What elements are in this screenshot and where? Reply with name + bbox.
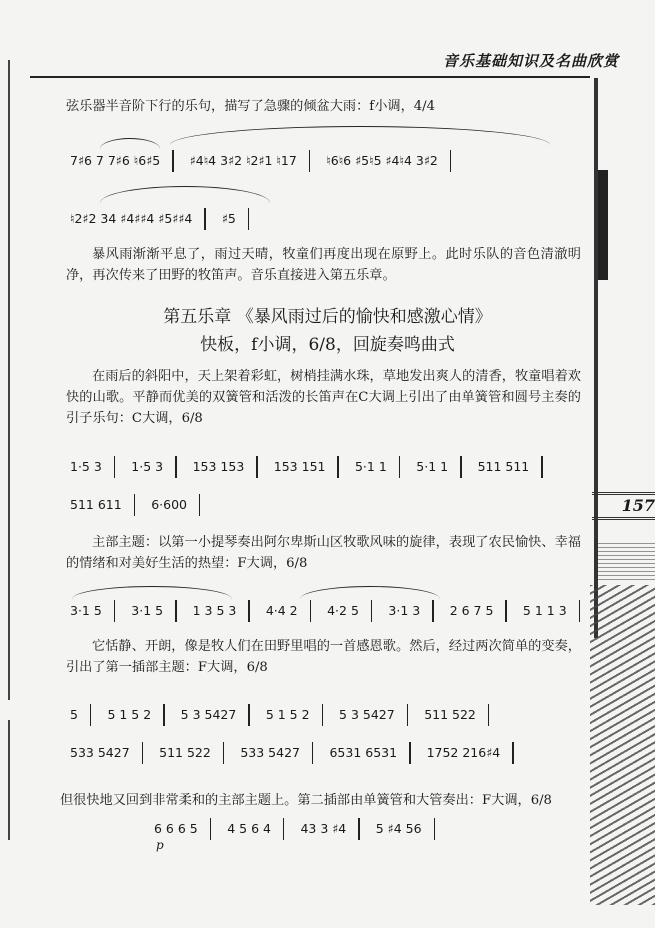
measure: 511 522 (424, 706, 476, 722)
measure: 5·1 1 (416, 458, 449, 474)
barline (199, 494, 201, 516)
barline (204, 208, 206, 230)
measure: 5·1 1 (354, 458, 387, 474)
measure: 6 6 6 5 (154, 820, 198, 836)
barline (134, 494, 136, 516)
barline (541, 456, 543, 478)
slur (100, 138, 160, 149)
measure: 1752 216♯4 (426, 744, 501, 760)
measure: 511 511 (477, 458, 530, 474)
staff-4 (66, 494, 208, 516)
edge-thumb-mark (598, 170, 608, 280)
measure: 1 3 5 3 (192, 602, 237, 618)
slur (170, 126, 550, 145)
barline (90, 704, 92, 726)
barline (450, 150, 452, 172)
para-1: 弦乐器半音阶下行的乐句，描写了急骤的倾盆大雨：f小调，4/4 (66, 99, 435, 114)
measure: 1·5 3 (70, 458, 102, 474)
measure: 511 611 (70, 496, 122, 512)
barline (309, 150, 311, 172)
para-3: 在雨后的斜阳中，天上架着彩虹，树梢挂满水珠，草地发出爽人的清香，牧童唱着欢快的山歌。平静而优美的双簧管和活泼的长笛声在C大调上引出了由单簧管和圆号主奏的引子乐句：C大调，6/8 (66, 369, 581, 426)
para-2: 暴风雨渐渐平息了，雨过天晴，牧童们再度出现在原野上。此时乐队的音色清澈明净，再次传来了田野的牧笛声。音乐直接进入第五乐章。 (66, 247, 581, 283)
barline (210, 818, 212, 840)
measure: 3·1 5 (70, 602, 102, 618)
measure: ♮2♯2 34 ♯4♯♯4 ♯5♯♯4 (70, 210, 193, 226)
movement-tempo: 快板，f小调，6/8，回旋奏鸣曲式 (200, 335, 455, 355)
measure: 6·600 (151, 496, 187, 512)
measure: 533 5427 (240, 744, 300, 760)
running-head: 音乐基础知识及名曲欣赏 (442, 52, 619, 70)
measure: 5 1 5 2 (107, 706, 152, 722)
barline (114, 600, 116, 622)
staff-2 (66, 208, 257, 230)
measure: 6531 6531 (329, 744, 398, 760)
measure: 5 1 5 2 (265, 706, 310, 722)
dynamic-marking: p (156, 838, 164, 852)
barline (283, 818, 285, 840)
edge-shading (598, 540, 655, 580)
measure: 3·1 3 (388, 602, 421, 618)
barline (310, 600, 312, 622)
barline (114, 456, 116, 478)
measure: 4·2 5 (327, 602, 359, 618)
barline (163, 704, 165, 726)
barline (312, 742, 314, 764)
left-margin-rule-lower (8, 720, 10, 840)
barline (399, 456, 401, 478)
measure: 5 (70, 706, 78, 722)
staff-6 (66, 704, 497, 726)
barline (579, 600, 581, 622)
barline (488, 704, 490, 726)
staff-5 (66, 600, 588, 622)
measure: 5 1 1 3 (522, 602, 567, 618)
barline (434, 818, 436, 840)
measure: ♮6♮6 ♯5♮5 ♯4♮4 3♯2 (326, 152, 438, 168)
staff-7 (66, 742, 522, 764)
para-5: 它恬静、开朗，像是牧人们在田野里唱的一首感恩歌。然后，经过两次简单的变奏，引出了第一插部主题：F大调，6/8 (66, 639, 581, 675)
barline (512, 742, 514, 764)
staff-8 (150, 818, 443, 840)
measure: 5 ♯4 56 (375, 820, 422, 836)
slur (72, 586, 232, 599)
header-rule (30, 76, 590, 78)
staff-1 (66, 150, 459, 172)
para-4: 主部主题：以第一小提琴奏出阿尔卑斯山区牧歌风味的旋律，表现了农民愉快、幸福的情绪和对美好生活的热望：F大调，6/8 (66, 535, 581, 571)
barline (248, 704, 250, 726)
barline (175, 456, 177, 478)
barline (407, 704, 409, 726)
barline (322, 704, 324, 726)
barline (172, 150, 174, 172)
measure: 5 3 5427 (180, 706, 237, 722)
measure: 533 5427 (70, 744, 130, 760)
measure: ♯4♮4 3♯2 ♮2♯1 ♮17 (189, 152, 297, 168)
slur (100, 186, 270, 203)
barline (371, 600, 373, 622)
edge-hatching (590, 585, 655, 905)
measure: 2 6 7 5 (449, 602, 494, 618)
measure: 43 3 ♯4 (300, 820, 347, 836)
barline (248, 208, 250, 230)
barline (256, 456, 258, 478)
measure: ♯5 (221, 210, 236, 226)
barline (505, 600, 507, 622)
measure: 153 151 (273, 458, 326, 474)
measure: 7♯6 7 7♯6 ♮6♯5 (70, 152, 161, 168)
page-number: 157 (592, 492, 655, 520)
left-margin-rule (8, 60, 10, 700)
barline (460, 456, 462, 478)
barline (248, 600, 250, 622)
measure: 1·5 3 (131, 458, 164, 474)
barline (223, 742, 225, 764)
barline (337, 456, 339, 478)
measure: 3·1 5 (131, 602, 164, 618)
measure: 4 5 6 4 (227, 820, 271, 836)
slur (300, 586, 440, 599)
measure: 5 3 5427 (339, 706, 395, 722)
movement-title: 第五乐章 《暴风雨过后的愉快和感激心情》 (163, 307, 492, 327)
barline (175, 600, 177, 622)
barline (358, 818, 360, 840)
staff-3 (66, 456, 551, 478)
measure: 4·4 2 (265, 602, 298, 618)
measure: 153 153 (192, 458, 245, 474)
measure: 511 522 (159, 744, 211, 760)
para-6: 但很快地又回到非常柔和的主部主题上。第二插部由单簧管和大管奏出：F大调，6/8 (60, 793, 552, 808)
barline (409, 742, 411, 764)
barline (432, 600, 434, 622)
barline (142, 742, 144, 764)
